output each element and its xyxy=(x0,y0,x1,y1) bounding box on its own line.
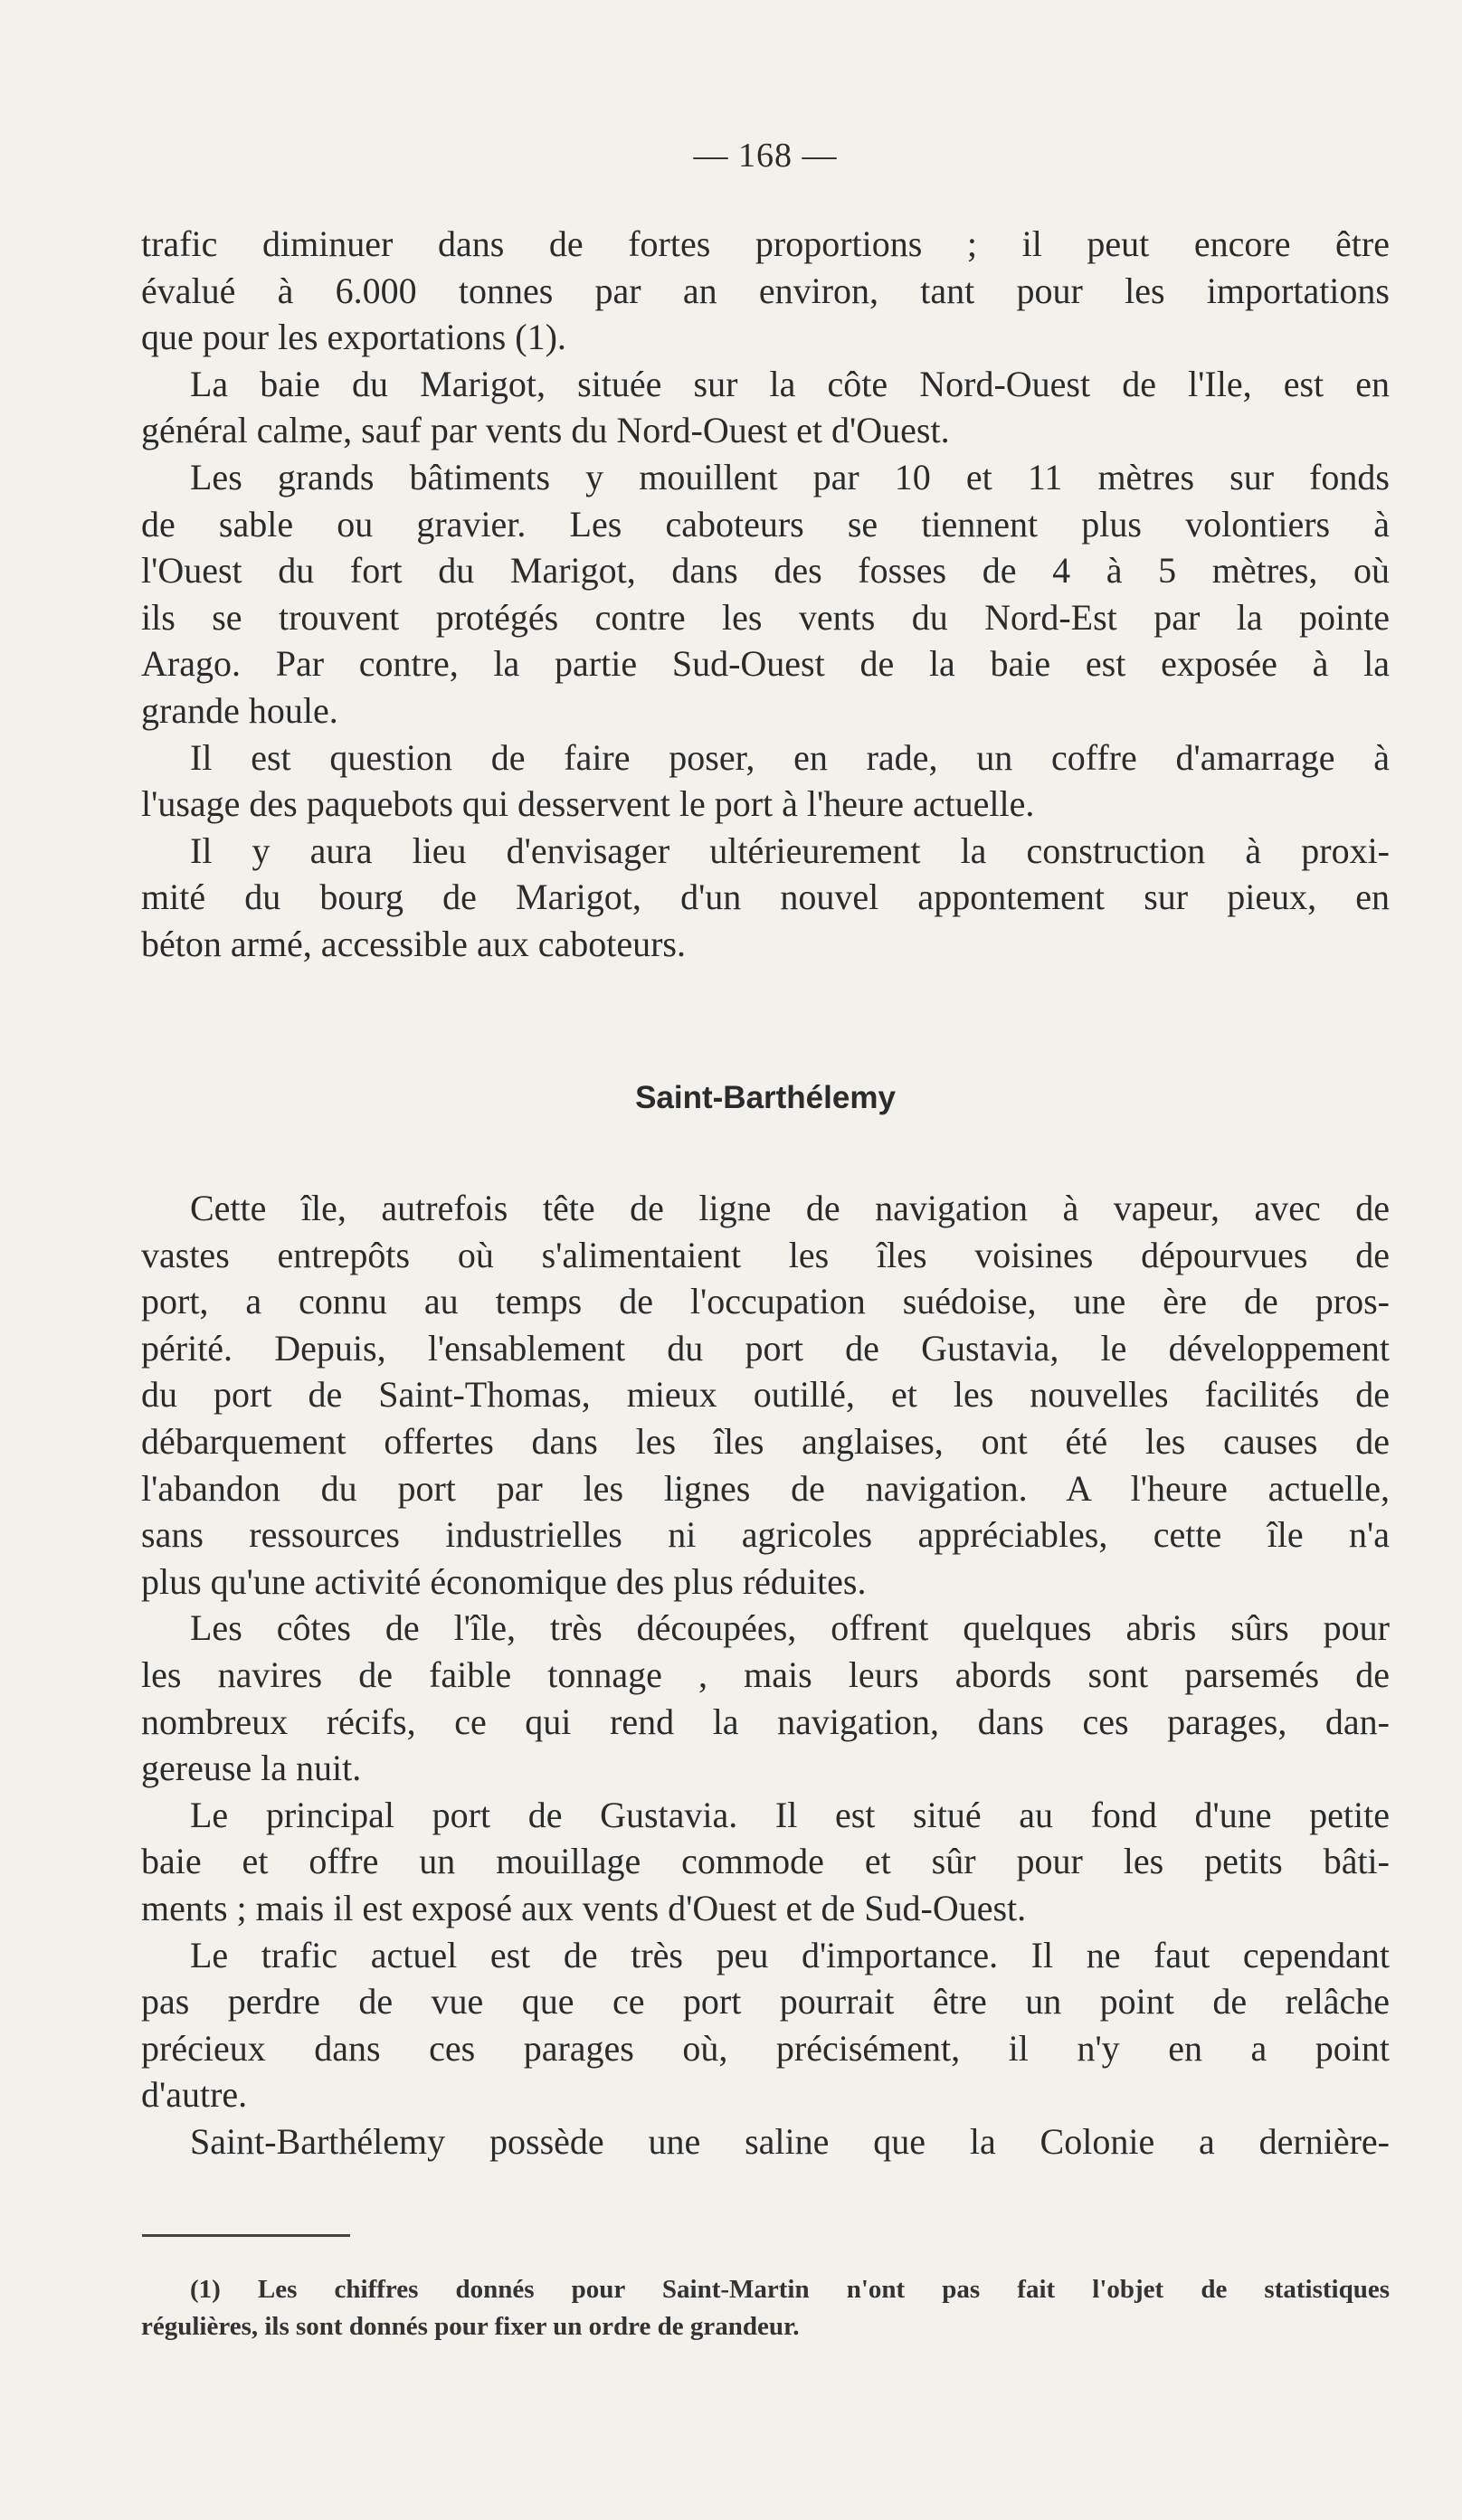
paragraph xyxy=(141,2118,1390,2165)
text-line: l'Ouest du fort du Marigot, dans des fosses de 4 à 5 mètres, où xyxy=(141,550,1390,592)
text-line: (1) Les chiffres donnés pour Saint-Martin n'ont pas fait l'objet de statistiques xyxy=(190,2275,1390,2304)
text-line: Arago. Par contre, la partie Sud-Ouest de la baie est exposée à la xyxy=(141,643,1390,685)
paragraph xyxy=(141,221,1390,361)
footnote-divider xyxy=(142,2234,350,2237)
text-line: Le trafic actuel est de très peu d'importance. Il ne faut cependant xyxy=(190,1934,1390,1975)
paragraph xyxy=(141,1185,1390,1605)
footnote xyxy=(141,2271,1390,2345)
text-line: précieux dans ces parages où, précisément, il n'y en a point xyxy=(141,2027,1390,2069)
body-text-section-saint-barthelemy xyxy=(141,1185,1390,2165)
paragraph xyxy=(141,1605,1390,1791)
paragraph xyxy=(141,454,1390,734)
text-line: trafic diminuer dans de fortes proportions ; il peut encore être xyxy=(141,223,1390,264)
text-line: plus qu'une activité économique des plus réduites. xyxy=(141,1560,867,1602)
page-number: — 168 — xyxy=(693,137,838,175)
text-line: Les côtes de l'île, très découpées, offrent quelques abris sûrs pour xyxy=(190,1607,1390,1649)
text-line: Il y aura lieu d'envisager ultérieurement la construction à proxi- xyxy=(190,829,1390,871)
paragraph xyxy=(141,361,1390,454)
text-line: ments ; mais il est exposé aux vents d'Ouest et de Sud-Ouest. xyxy=(141,1887,1027,1928)
text-line: grande houle. xyxy=(141,689,338,731)
paragraph xyxy=(141,2271,1390,2345)
text-line: du port de Saint-Thomas, mieux outillé, et les nouvelles facilités de xyxy=(141,1374,1390,1416)
text-line: Le principal port de Gustavia. Il est situé au fond d'une petite xyxy=(190,1794,1390,1835)
paragraph xyxy=(141,1792,1390,1932)
text-line: d'autre. xyxy=(141,2074,248,2116)
body-text-section-saint-martin xyxy=(141,221,1390,968)
text-line: La baie du Marigot, située sur la côte Nord-Ouest de l'Ile, est en xyxy=(190,363,1390,404)
text-line: périté. Depuis, l'ensablement du port de Gustavia, le développement xyxy=(141,1327,1390,1369)
text-line: Il est question de faire poser, en rade, un coffre d'amarrage à xyxy=(190,736,1390,778)
text-line: sans ressources industrielles ni agricoles appréciables, cette île n'a xyxy=(141,1514,1390,1556)
text-line: général calme, sauf par vents du Nord-Ouest et d'Ouest. xyxy=(141,410,950,451)
paragraph xyxy=(141,734,1390,828)
text-line: port, a connu au temps de l'occupation suédoise, une ère de pros- xyxy=(141,1281,1390,1322)
text-line: l'usage des paquebots qui desservent le port à l'heure actuelle. xyxy=(141,783,1035,825)
text-line: de sable ou gravier. Les caboteurs se tiennent plus volontiers à xyxy=(141,503,1390,545)
paragraph xyxy=(141,828,1390,968)
text-line: Cette île, autrefois tête de ligne de navigation à vapeur, avec de xyxy=(190,1188,1390,1228)
text-line: baie et offre un mouillage commode et sûr pour les petits bâti- xyxy=(141,1841,1390,1882)
text-line: vastes entrepôts où s'alimentaient les îles voisines dépourvues de xyxy=(141,1234,1390,1275)
text-line: régulières, ils sont donnés pour fixer un ordre de grandeur. xyxy=(141,2312,800,2341)
text-line: que pour les exportations (1). xyxy=(141,317,566,358)
text-line: l'abandon du port par les lignes de navigation. A l'heure actuelle, xyxy=(141,1467,1390,1509)
text-line: mité du bourg de Marigot, d'un nouvel appontement sur pieux, en xyxy=(141,876,1390,918)
text-line: évalué à 6.000 tonnes par an environ, tant pour les importations xyxy=(141,270,1390,311)
text-line: pas perdre de vue que ce port pourrait être un point de relâche xyxy=(141,1981,1390,2023)
text-line: Saint-Barthélemy possède une saline que la Colonie a dernière- xyxy=(190,2120,1390,2162)
text-line: ils se trouvent protégés contre les vents du Nord-Est par la pointe xyxy=(141,596,1390,638)
paragraph xyxy=(141,1932,1390,2118)
section-heading: Saint-Barthélemy xyxy=(635,1080,896,1115)
text-line: béton armé, accessible aux caboteurs. xyxy=(141,923,686,964)
text-line: nombreux récifs, ce qui rend la navigation, dans ces parages, dan- xyxy=(141,1701,1390,1742)
text-line: gereuse la nuit. xyxy=(141,1748,362,1789)
text-line: Les grands bâtiments y mouillent par 10 et 11 mètres sur fonds xyxy=(190,456,1390,497)
text-line: les navires de faible tonnage , mais leurs abords sont parsemés de xyxy=(141,1653,1390,1695)
text-line: débarquement offertes dans les îles anglaises, ont été les causes de xyxy=(141,1420,1390,1462)
